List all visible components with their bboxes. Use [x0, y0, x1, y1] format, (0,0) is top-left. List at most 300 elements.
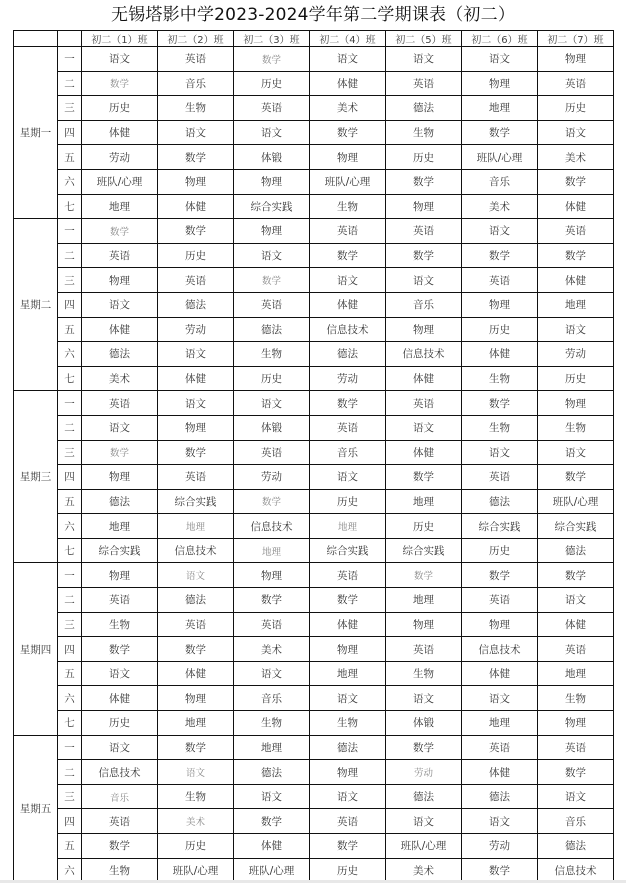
course-cell: 体健	[462, 760, 538, 785]
course-cell: 历史	[538, 96, 614, 121]
course-cell: 体健	[158, 366, 234, 391]
course-cell: 数学	[462, 120, 538, 145]
course-cell: 数学	[538, 169, 614, 194]
course-cell: 历史	[462, 538, 538, 563]
course-cell: 语文	[462, 809, 538, 834]
table-row	[14, 834, 614, 859]
day-label: 星期四	[14, 563, 58, 735]
page-title: 无锡塔影中学2023-2024学年第二学期课表（初二）	[110, 5, 516, 25]
table-row	[14, 735, 614, 760]
table-row	[14, 243, 614, 268]
course-cell: 综合实践	[386, 538, 462, 563]
course-cell: 历史	[386, 145, 462, 170]
period-label: 七	[58, 194, 82, 219]
course-cell: 英语	[538, 71, 614, 96]
course-cell: 劳动	[158, 317, 234, 342]
course-cell: 班队/心理	[158, 858, 234, 883]
course-cell: 语文	[82, 47, 158, 72]
course-cell: 数学	[310, 834, 386, 859]
course-cell: 语文	[386, 47, 462, 72]
course-cell: 历史	[538, 366, 614, 391]
period-label: 六	[58, 858, 82, 883]
header-class-1: 初二（1）班	[82, 31, 158, 47]
table-row	[14, 415, 614, 440]
period-label: 三	[58, 784, 82, 809]
table-row	[14, 637, 614, 662]
course-cell: 班队/心理	[386, 834, 462, 859]
course-cell: 语文	[462, 686, 538, 711]
course-cell: 语文	[234, 391, 310, 416]
course-cell: 物理	[462, 71, 538, 96]
course-cell: 班队/心理	[462, 145, 538, 170]
course-cell: 生物	[158, 784, 234, 809]
course-cell: 语文	[234, 661, 310, 686]
course-cell: 历史	[234, 71, 310, 96]
course-cell: 数学	[158, 440, 234, 465]
period-label: 五	[58, 145, 82, 170]
course-cell: 语文	[82, 661, 158, 686]
course-cell: 综合实践	[538, 514, 614, 539]
course-cell: 音乐	[234, 686, 310, 711]
table-row	[14, 661, 614, 686]
table-row	[14, 784, 614, 809]
course-cell: 数学	[386, 563, 462, 588]
course-cell: 地理	[538, 661, 614, 686]
period-label: 五	[58, 489, 82, 514]
course-cell: 数学	[386, 465, 462, 490]
course-cell: 生物	[538, 686, 614, 711]
course-cell: 地理	[158, 711, 234, 736]
table-row	[14, 588, 614, 613]
course-cell: 物理	[462, 292, 538, 317]
course-cell: 数学	[538, 243, 614, 268]
course-cell: 数学	[82, 440, 158, 465]
day-label: 星期一	[14, 47, 58, 219]
course-cell: 体健	[82, 317, 158, 342]
period-label: 二	[58, 588, 82, 613]
course-cell: 地理	[462, 96, 538, 121]
course-cell: 语文	[234, 120, 310, 145]
course-cell: 生物	[538, 415, 614, 440]
course-cell: 体健	[158, 661, 234, 686]
course-cell: 英语	[386, 71, 462, 96]
course-cell: 信息技术	[310, 317, 386, 342]
course-cell: 英语	[386, 219, 462, 244]
table-row	[14, 612, 614, 637]
course-cell: 语文	[158, 342, 234, 367]
course-cell: 语文	[82, 735, 158, 760]
course-cell: 语文	[158, 760, 234, 785]
course-cell: 德法	[82, 342, 158, 367]
course-cell: 体健	[538, 612, 614, 637]
course-cell: 语文	[234, 784, 310, 809]
course-cell: 物理	[234, 563, 310, 588]
table-row	[14, 489, 614, 514]
period-label: 五	[58, 834, 82, 859]
course-cell: 音乐	[386, 292, 462, 317]
course-cell: 德法	[462, 489, 538, 514]
course-cell: 历史	[310, 489, 386, 514]
table-row	[14, 145, 614, 170]
course-cell: 物理	[82, 563, 158, 588]
course-cell: 体健	[82, 686, 158, 711]
course-cell: 体健	[386, 440, 462, 465]
course-cell: 综合实践	[158, 489, 234, 514]
course-cell: 德法	[234, 317, 310, 342]
header-class-6: 初二（6）班	[462, 31, 538, 47]
course-cell: 数学	[234, 809, 310, 834]
table-row	[14, 194, 614, 219]
course-cell: 德法	[538, 834, 614, 859]
course-cell: 音乐	[538, 809, 614, 834]
course-cell: 语文	[158, 563, 234, 588]
course-cell: 英语	[158, 268, 234, 293]
course-cell: 数学	[310, 243, 386, 268]
course-cell: 生物	[386, 120, 462, 145]
course-cell: 英语	[462, 735, 538, 760]
table-row	[14, 711, 614, 736]
course-cell: 综合实践	[82, 538, 158, 563]
course-cell: 语文	[82, 415, 158, 440]
course-cell: 地理	[310, 661, 386, 686]
course-cell: 音乐	[462, 169, 538, 194]
course-cell: 数学	[234, 47, 310, 72]
course-cell: 物理	[462, 612, 538, 637]
course-cell: 英语	[538, 637, 614, 662]
course-cell: 历史	[310, 858, 386, 883]
course-cell: 语文	[158, 120, 234, 145]
course-cell: 数学	[234, 268, 310, 293]
course-cell: 英语	[234, 612, 310, 637]
course-cell: 英语	[386, 637, 462, 662]
course-cell: 语文	[462, 47, 538, 72]
course-cell: 数学	[462, 243, 538, 268]
course-cell: 德法	[158, 292, 234, 317]
course-cell: 英语	[462, 588, 538, 613]
period-label: 一	[58, 391, 82, 416]
course-cell: 信息技术	[158, 538, 234, 563]
course-cell: 地理	[538, 292, 614, 317]
course-cell: 生物	[82, 858, 158, 883]
course-cell: 语文	[310, 268, 386, 293]
period-label: 二	[58, 415, 82, 440]
course-cell: 地理	[462, 711, 538, 736]
header-class-3: 初二（3）班	[234, 31, 310, 47]
course-cell: 信息技术	[538, 858, 614, 883]
course-cell: 语文	[386, 686, 462, 711]
period-label: 二	[58, 71, 82, 96]
course-cell: 语文	[386, 268, 462, 293]
course-cell: 语文	[386, 415, 462, 440]
course-cell: 英语	[82, 391, 158, 416]
period-label: 一	[58, 47, 82, 72]
table-row	[14, 686, 614, 711]
course-cell: 语文	[310, 784, 386, 809]
table-row	[14, 219, 614, 244]
course-cell: 生物	[310, 194, 386, 219]
period-label: 六	[58, 342, 82, 367]
course-cell: 地理	[386, 588, 462, 613]
period-label: 四	[58, 637, 82, 662]
course-cell: 德法	[386, 784, 462, 809]
course-cell: 物理	[386, 317, 462, 342]
table-row	[14, 858, 614, 883]
course-cell: 德法	[158, 588, 234, 613]
course-cell: 体健	[310, 292, 386, 317]
period-label: 四	[58, 809, 82, 834]
course-cell: 历史	[234, 366, 310, 391]
course-cell: 体健	[234, 834, 310, 859]
table-row	[14, 169, 614, 194]
course-cell: 语文	[158, 391, 234, 416]
period-label: 二	[58, 243, 82, 268]
course-cell: 体健	[538, 194, 614, 219]
course-cell: 信息技术	[462, 637, 538, 662]
table-row	[14, 342, 614, 367]
period-label: 四	[58, 292, 82, 317]
course-cell: 地理	[386, 489, 462, 514]
course-cell: 地理	[158, 514, 234, 539]
course-cell: 音乐	[310, 440, 386, 465]
day-label: 星期二	[14, 219, 58, 391]
course-cell: 体健	[310, 71, 386, 96]
table-row	[14, 440, 614, 465]
course-cell: 劳动	[82, 145, 158, 170]
course-cell: 数学	[462, 563, 538, 588]
course-cell: 语文	[462, 219, 538, 244]
course-cell: 德法	[310, 735, 386, 760]
period-label: 四	[58, 465, 82, 490]
course-cell: 地理	[234, 538, 310, 563]
course-cell: 数学	[310, 588, 386, 613]
course-cell: 历史	[462, 317, 538, 342]
course-cell: 劳动	[538, 342, 614, 367]
period-label: 四	[58, 120, 82, 145]
course-cell: 历史	[82, 711, 158, 736]
course-cell: 数学	[234, 489, 310, 514]
course-cell: 体健	[462, 342, 538, 367]
course-cell: 德法	[234, 760, 310, 785]
course-cell: 劳动	[386, 760, 462, 785]
course-cell: 生物	[234, 711, 310, 736]
table-row	[14, 268, 614, 293]
course-cell: 物理	[386, 194, 462, 219]
course-cell: 地理	[310, 514, 386, 539]
table-row	[14, 47, 614, 72]
course-cell: 物理	[538, 711, 614, 736]
course-cell: 语文	[234, 243, 310, 268]
course-cell: 英语	[158, 465, 234, 490]
table-row	[14, 391, 614, 416]
course-cell: 英语	[82, 243, 158, 268]
course-cell: 英语	[462, 465, 538, 490]
course-cell: 历史	[158, 243, 234, 268]
period-label: 一	[58, 735, 82, 760]
course-cell: 劳动	[234, 465, 310, 490]
course-cell: 班队/心理	[310, 169, 386, 194]
course-cell: 德法	[538, 538, 614, 563]
header-day-cell	[14, 31, 58, 47]
course-cell: 班队/心理	[82, 169, 158, 194]
table-row	[14, 120, 614, 145]
course-cell: 英语	[158, 47, 234, 72]
course-cell: 英语	[234, 440, 310, 465]
course-cell: 体健	[310, 612, 386, 637]
course-cell: 体健	[386, 366, 462, 391]
header-period-cell	[58, 31, 82, 47]
course-cell: 数学	[158, 637, 234, 662]
course-cell: 物理	[234, 219, 310, 244]
course-cell: 德法	[310, 342, 386, 367]
course-cell: 生物	[82, 612, 158, 637]
course-cell: 英语	[310, 809, 386, 834]
table-row	[14, 96, 614, 121]
course-cell: 美术	[386, 858, 462, 883]
table-row	[14, 292, 614, 317]
course-cell: 音乐	[82, 784, 158, 809]
course-cell: 物理	[386, 612, 462, 637]
course-cell: 美术	[82, 366, 158, 391]
course-cell: 德法	[462, 784, 538, 809]
table-row	[14, 538, 614, 563]
table-row	[14, 71, 614, 96]
course-cell: 物理	[158, 415, 234, 440]
course-cell: 语文	[386, 809, 462, 834]
course-cell: 综合实践	[310, 538, 386, 563]
course-cell: 物理	[82, 465, 158, 490]
course-cell: 生物	[462, 366, 538, 391]
course-cell: 数学	[386, 735, 462, 760]
header-class-5: 初二（5）班	[386, 31, 462, 47]
schedule-body	[14, 47, 614, 883]
period-label: 五	[58, 317, 82, 342]
period-label: 三	[58, 440, 82, 465]
course-cell: 美术	[538, 145, 614, 170]
course-cell: 综合实践	[234, 194, 310, 219]
course-cell: 英语	[310, 219, 386, 244]
course-cell: 音乐	[158, 71, 234, 96]
period-label: 七	[58, 711, 82, 736]
course-cell: 数学	[310, 391, 386, 416]
course-cell: 数学	[82, 834, 158, 859]
course-cell: 英语	[538, 219, 614, 244]
period-label: 三	[58, 612, 82, 637]
course-cell: 信息技术	[386, 342, 462, 367]
course-cell: 数学	[538, 465, 614, 490]
course-cell: 班队/心理	[234, 858, 310, 883]
course-cell: 语文	[462, 440, 538, 465]
course-cell: 体锻	[234, 415, 310, 440]
course-cell: 信息技术	[234, 514, 310, 539]
course-cell: 历史	[386, 514, 462, 539]
course-cell: 信息技术	[82, 760, 158, 785]
course-cell: 数学	[82, 637, 158, 662]
day-label: 星期三	[14, 391, 58, 563]
course-cell: 英语	[82, 588, 158, 613]
course-cell: 语文	[538, 440, 614, 465]
course-cell: 英语	[310, 415, 386, 440]
course-cell: 生物	[386, 661, 462, 686]
course-cell: 体锻	[386, 711, 462, 736]
course-cell: 英语	[234, 96, 310, 121]
course-cell: 体健	[158, 194, 234, 219]
course-cell: 美术	[310, 96, 386, 121]
course-cell: 数学	[462, 391, 538, 416]
course-cell: 物理	[310, 760, 386, 785]
table-row	[14, 317, 614, 342]
course-cell: 劳动	[310, 366, 386, 391]
course-cell: 数学	[158, 735, 234, 760]
period-label: 一	[58, 219, 82, 244]
course-cell: 数学	[234, 588, 310, 613]
course-cell: 英语	[386, 391, 462, 416]
course-cell: 数学	[158, 219, 234, 244]
course-cell: 数学	[386, 243, 462, 268]
course-cell: 体健	[82, 120, 158, 145]
course-cell: 历史	[82, 96, 158, 121]
period-label: 七	[58, 538, 82, 563]
course-cell: 语文	[310, 686, 386, 711]
course-cell: 物理	[310, 637, 386, 662]
period-label: 六	[58, 169, 82, 194]
course-cell: 生物	[462, 415, 538, 440]
course-cell: 地理	[234, 735, 310, 760]
course-cell: 生物	[234, 342, 310, 367]
course-cell: 物理	[158, 169, 234, 194]
course-cell: 英语	[310, 563, 386, 588]
course-cell: 数学	[310, 120, 386, 145]
course-cell: 美术	[158, 809, 234, 834]
course-cell: 数学	[538, 563, 614, 588]
period-label: 七	[58, 366, 82, 391]
header-class-2: 初二（2）班	[158, 31, 234, 47]
course-cell: 语文	[538, 120, 614, 145]
course-cell: 物理	[538, 47, 614, 72]
course-cell: 综合实践	[462, 514, 538, 539]
period-label: 三	[58, 268, 82, 293]
course-cell: 美术	[234, 637, 310, 662]
course-cell: 历史	[158, 834, 234, 859]
course-cell: 数学	[386, 169, 462, 194]
course-cell: 语文	[310, 47, 386, 72]
course-cell: 物理	[310, 145, 386, 170]
course-cell: 生物	[310, 711, 386, 736]
course-cell: 生物	[158, 96, 234, 121]
course-cell: 数学	[462, 858, 538, 883]
course-cell: 语文	[82, 292, 158, 317]
course-cell: 语文	[538, 588, 614, 613]
course-cell: 劳动	[462, 834, 538, 859]
course-cell: 物理	[158, 686, 234, 711]
course-cell: 体健	[462, 661, 538, 686]
period-label: 一	[58, 563, 82, 588]
course-cell: 地理	[82, 194, 158, 219]
course-cell: 体健	[538, 268, 614, 293]
table-row	[14, 366, 614, 391]
course-cell: 数学	[158, 145, 234, 170]
course-cell: 班队/心理	[538, 489, 614, 514]
course-cell: 语文	[310, 465, 386, 490]
course-cell: 德法	[82, 489, 158, 514]
course-cell: 物理	[538, 391, 614, 416]
period-label: 六	[58, 686, 82, 711]
day-label: 星期五	[14, 735, 58, 883]
period-label: 二	[58, 760, 82, 785]
course-cell: 美术	[462, 194, 538, 219]
table-row	[14, 465, 614, 490]
course-cell: 物理	[82, 268, 158, 293]
period-label: 三	[58, 96, 82, 121]
